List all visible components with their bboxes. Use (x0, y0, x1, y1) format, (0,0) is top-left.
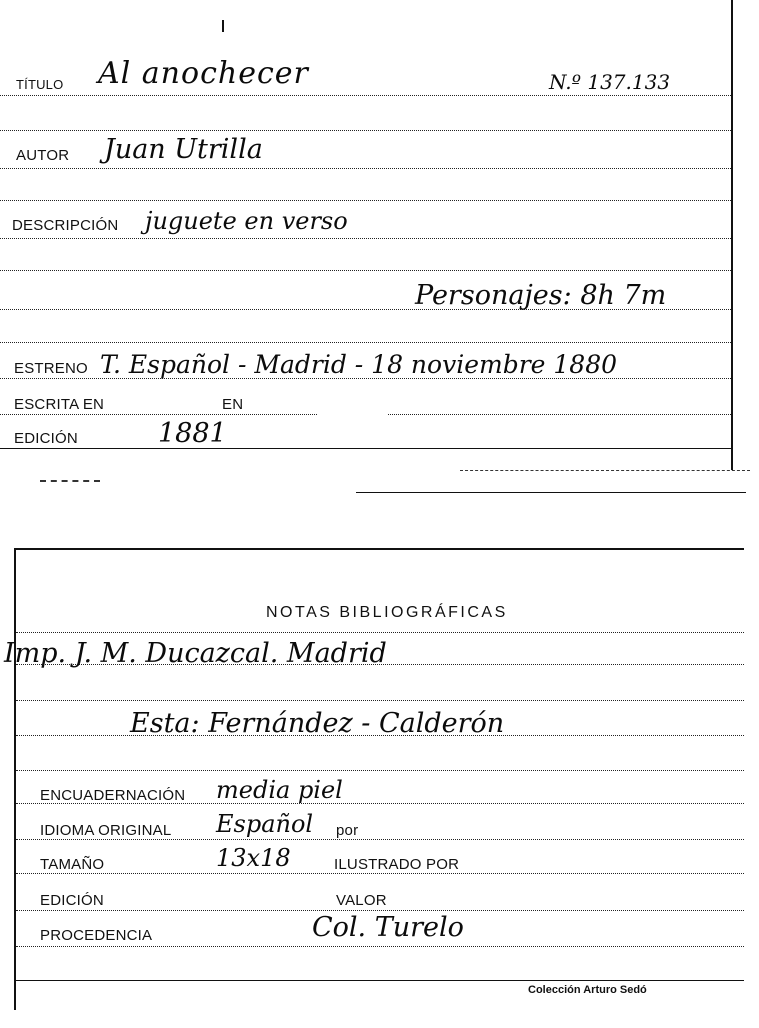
rule-line-solid (16, 980, 744, 981)
rule-line (16, 946, 744, 947)
rule-line (0, 95, 731, 96)
rule-line (0, 200, 731, 201)
rule-line (0, 342, 731, 343)
rule-line (16, 770, 744, 771)
descripcion-value: juguete en verso (145, 207, 348, 235)
bottom-catalog-card (4, 548, 744, 1010)
tamano-label: TAMAÑO (40, 856, 105, 873)
rule-line-solid (0, 448, 731, 449)
paper-wear-spot (318, 392, 388, 438)
procedencia-label: PROCEDENCIA (40, 927, 153, 944)
titulo-value: Al anochecer (98, 56, 309, 91)
rule-line (16, 700, 744, 701)
rule-line (0, 130, 731, 131)
collection-footer: Colección Arturo Sedó (528, 984, 647, 996)
numero-value: N.º 137.133 (549, 70, 671, 94)
top-tick-mark (222, 20, 224, 32)
idioma-label: IDIOMA ORIGINAL (40, 822, 172, 839)
note-line-2: Esta: Fernández - Calderón (130, 708, 505, 739)
rule-line (0, 270, 731, 271)
edicion-value: 1881 (158, 418, 227, 449)
escrita-en-label: ESCRITA EN (14, 396, 105, 413)
tamano-value: 13x18 (216, 844, 291, 872)
procedencia-value: Col. Turelo (312, 912, 464, 943)
rule-line (0, 168, 731, 169)
descripcion-label: DESCRIPCIÓN (12, 217, 119, 234)
rule-line (16, 839, 744, 840)
torn-edge-mark (40, 480, 100, 482)
en-label: EN (222, 396, 244, 413)
titulo-label: TÍTULO (16, 77, 64, 92)
valor-label: VALOR (336, 892, 387, 909)
encuadernacion-value: media piel (216, 776, 343, 804)
personajes-value: Personajes: 8h 7m (415, 280, 667, 311)
torn-edge-mark (460, 470, 750, 471)
rule-line (16, 873, 744, 874)
estreno-label: ESTRENO (14, 360, 88, 377)
edicion-label: EDICIÓN (40, 892, 104, 909)
por-label: por (336, 822, 359, 839)
rule-line (0, 238, 731, 239)
autor-value: Juan Utrilla (104, 134, 263, 165)
ilustrado-label: ILUSTRADO POR (334, 856, 460, 873)
edicion-label: EDICIÓN (14, 430, 78, 447)
top-catalog-card (0, 0, 733, 470)
encuadernacion-label: ENCUADERNACIÓN (40, 787, 186, 804)
rule-line (16, 632, 744, 633)
rule-line (16, 910, 744, 911)
note-line-1: Imp. J. M. Ducazcal. Madrid (4, 638, 387, 669)
estreno-value: T. Español - Madrid - 18 noviembre 1880 (100, 350, 618, 379)
autor-label: AUTOR (16, 147, 70, 164)
idioma-value: Español (216, 810, 314, 838)
notas-heading: NOTAS BIBLIOGRÁFICAS (266, 604, 508, 621)
torn-edge-line (356, 492, 746, 493)
